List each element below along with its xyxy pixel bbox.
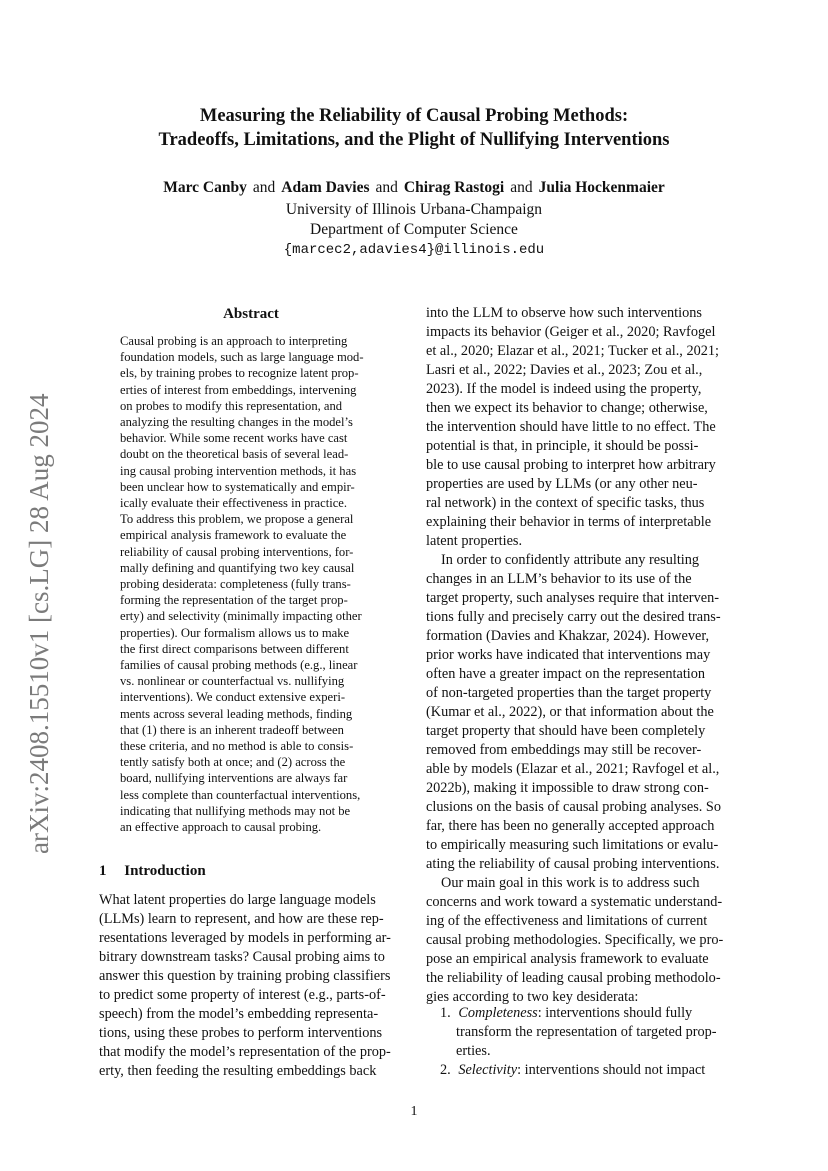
author-1: Marc Canby xyxy=(163,179,247,196)
abstract-line: these criteria, and no method is able to consis- xyxy=(120,739,354,753)
abstract-line: els, by training probes to recognize latent prop- xyxy=(120,366,359,381)
list-term: Completeness xyxy=(458,1005,538,1021)
list-text: : interventions should not impact xyxy=(517,1062,706,1078)
abstract-line: on probes to modify this representation, and xyxy=(120,398,343,413)
list-term: Selectivity xyxy=(458,1062,518,1078)
body-line: gies according to two key desiderata: xyxy=(426,989,639,1005)
body-line: tions fully and precisely carry out the desired trans- xyxy=(426,609,721,625)
body-line: latent properties. xyxy=(426,533,523,549)
abstract-line: the first direct comparisons between different xyxy=(120,641,349,656)
intro-line: that modify the model’s representation of the prop- xyxy=(99,1044,391,1060)
body-line: explaining their behavior in terms of interpretable xyxy=(426,514,712,530)
list-text: : interventions should fully xyxy=(537,1005,693,1021)
paper-title xyxy=(0,104,828,152)
body-line: ral network) in the context of specific tasks, thus xyxy=(426,495,705,511)
intro-line: (LLMs) learn to represent, and how are these rep- xyxy=(99,911,384,927)
body-line: into the LLM to observe how such interventions xyxy=(426,305,702,321)
abstract-line: erty) and selectivity (minimally impacting other xyxy=(120,609,362,624)
body-line: pose an empirical analysis framework to evaluate xyxy=(426,951,709,967)
body-line: target property, such analyses require that interven- xyxy=(426,590,719,606)
abstract-line: properties). Our formalism allows us to make xyxy=(120,625,350,640)
body-line: formation (Davies and Khakzar, 2024). However, xyxy=(426,628,710,644)
author-separator: and xyxy=(375,179,398,196)
abstract-line: probing desiderata: completeness (fully trans- xyxy=(120,577,351,591)
body-line: ing of the effectiveness and limitations of current xyxy=(426,913,708,929)
list-item-completeness xyxy=(440,1005,692,1022)
author-list xyxy=(0,178,828,198)
body-line: impacts its behavior (Geiger et al., 2020; Ravfogel xyxy=(426,324,716,340)
page-number: 1 xyxy=(410,1104,418,1119)
abstract-line: vs. nonlinear or counterfactual vs. nullifying xyxy=(120,674,345,689)
body-line: (Kumar et al., 2022), or that information about the xyxy=(426,704,714,720)
body-line: potential is that, in principle, it should be possi- xyxy=(426,438,699,454)
body-line: the reliability of leading causal probing methodolo- xyxy=(426,970,721,986)
abstract-line: Causal probing is an approach to interpreting xyxy=(120,334,348,348)
affiliation: University of Illinois Urbana-Champaign xyxy=(285,201,543,218)
section-heading-introduction xyxy=(99,863,206,880)
abstract-line: been unclear how to systematically and empir- xyxy=(120,479,355,494)
author-3: Chirag Rastogi xyxy=(403,179,505,196)
title-line-1: Measuring the Reliability of Causal Probing Methods: xyxy=(199,106,629,126)
department: Department of Computer Science xyxy=(310,221,518,238)
author-email: {marcec2,adavies4}@illinois.edu xyxy=(283,242,545,258)
body-line: changes in an LLM’s behavior to its use of the xyxy=(426,571,692,587)
list-number: 2. xyxy=(440,1062,451,1078)
body-line: removed from embeddings may still be recover- xyxy=(426,742,702,758)
abstract-line: foundation models, such as large language mod- xyxy=(120,350,364,365)
list-item-selectivity xyxy=(440,1062,705,1079)
body-line: of non-targeted properties than the target property xyxy=(426,685,712,701)
body-line: target property that should have been completely xyxy=(426,723,706,739)
body-line: ble to use causal probing to interpret how arbitrary xyxy=(426,457,716,473)
list-item-continuation: transform the representation of targeted prop- xyxy=(456,1024,717,1040)
body-line: ating the reliability of causal probing interventions. xyxy=(426,856,720,872)
intro-line: answer this question by training probing classifiers xyxy=(99,968,391,984)
abstract-heading-wrap xyxy=(120,306,382,323)
abstract-line: forming the representation of the target prop- xyxy=(120,593,348,608)
intro-line: speech) from the model’s embedding representa- xyxy=(99,1006,379,1022)
section-number: 1 xyxy=(99,863,107,879)
abstract-heading: Abstract xyxy=(223,306,279,322)
body-line: clusions on the basis of causal probing analyses. So xyxy=(426,799,722,815)
body-line: In order to confidently attribute any resulting xyxy=(441,552,700,568)
abstract-line: erties of interest from embeddings, intervening xyxy=(120,382,357,397)
abstract-line: reliability of causal probing interventions, for- xyxy=(120,544,354,559)
author-separator: and xyxy=(510,179,533,196)
section-title: Introduction xyxy=(124,863,206,879)
body-line: Our main goal in this work is to address such xyxy=(441,875,700,891)
intro-line: to predict some property of interest (e.g., parts-of- xyxy=(99,987,386,1003)
abstract-line: an effective approach to causal probing. xyxy=(120,820,322,834)
body-line: properties are used by LLMs (or any other neu- xyxy=(426,476,698,492)
intro-line: tions, using these probes to perform interventions xyxy=(99,1025,383,1041)
author-2: Adam Davies xyxy=(281,179,370,196)
arxiv-identifier: arXiv:2408.15510v1 [cs.LG] 28 Aug 2024 xyxy=(24,393,54,854)
abstract-line: mally defining and quantifying two key causal xyxy=(120,560,355,575)
abstract-line: interventions). We conduct extensive experi- xyxy=(120,690,346,705)
body-line: often have a greater impact on the representation xyxy=(426,666,706,682)
abstract-line: behavior. While some recent works have cast xyxy=(120,431,348,446)
abstract-line: doubt on the theoretical basis of several lead- xyxy=(120,447,349,462)
author-separator: and xyxy=(252,179,276,196)
abstract-line: ments across several leading methods, finding xyxy=(120,706,353,721)
abstract-line: empirical analysis framework to evaluate the xyxy=(120,528,347,543)
body-line: causal probing methodologies. Specifically, we pro- xyxy=(426,932,724,948)
list-item-continuation: erties. xyxy=(456,1043,491,1059)
body-line: prior works have indicated that interventions may xyxy=(426,647,711,663)
intro-line: resentations leveraged by models in performing ar- xyxy=(99,930,391,946)
abstract-line: ing causal probing intervention methods, it has xyxy=(120,463,357,478)
body-line: able by models (Elazar et al., 2021; Ravfogel et al., xyxy=(426,761,720,777)
body-line: 2023). If the model is indeed using the property, xyxy=(426,381,702,397)
body-line: et al., 2020; Elazar et al., 2021; Tucker et al., 2021; xyxy=(426,343,720,359)
abstract-line: To address this problem, we propose a general xyxy=(120,512,354,527)
abstract-line: analyzing the resulting changes in the model’s xyxy=(120,415,353,429)
abstract-line: indicating that nullifying methods may not be xyxy=(120,803,351,818)
body-line: concerns and work toward a systematic understand- xyxy=(426,894,723,910)
abstract-line: less complete than counterfactual interventions, xyxy=(120,787,361,802)
body-line: Lasri et al., 2022; Davies et al., 2023; Zou et al., xyxy=(426,362,703,378)
body-line: then we expect its behavior to change; otherwise, xyxy=(426,400,708,416)
body-line: to empirically measuring such limitations or evalu- xyxy=(426,837,719,853)
body-line: the intervention should have little to no effect. The xyxy=(426,419,716,435)
intro-line: erty, then feeding the resulting embeddings back xyxy=(99,1063,377,1079)
abstract-line: tently satisfy both at once; and (2) across the xyxy=(120,755,346,770)
body-line: far, there has been no generally accepted approach xyxy=(426,818,715,834)
abstract-line: board, nullifying interventions are always far xyxy=(120,771,348,786)
author-4: Julia Hockenmaier xyxy=(538,179,665,196)
abstract-line: families of causal probing methods (e.g., linear xyxy=(120,658,358,672)
intro-line: bitrary downstream tasks? Causal probing aims to xyxy=(99,949,385,965)
list-number: 1. xyxy=(440,1005,451,1021)
abstract-line: that (1) there is an inherent tradeoff between xyxy=(120,722,344,737)
title-line-2: Tradeoffs, Limitations, and the Plight of Nullifying Interventions xyxy=(158,130,670,150)
body-line: 2022b), making it impossible to draw strong con- xyxy=(426,780,709,796)
intro-line: What latent properties do large language models xyxy=(99,892,376,908)
abstract-line: ically evaluate their effectiveness in practice. xyxy=(120,496,348,510)
